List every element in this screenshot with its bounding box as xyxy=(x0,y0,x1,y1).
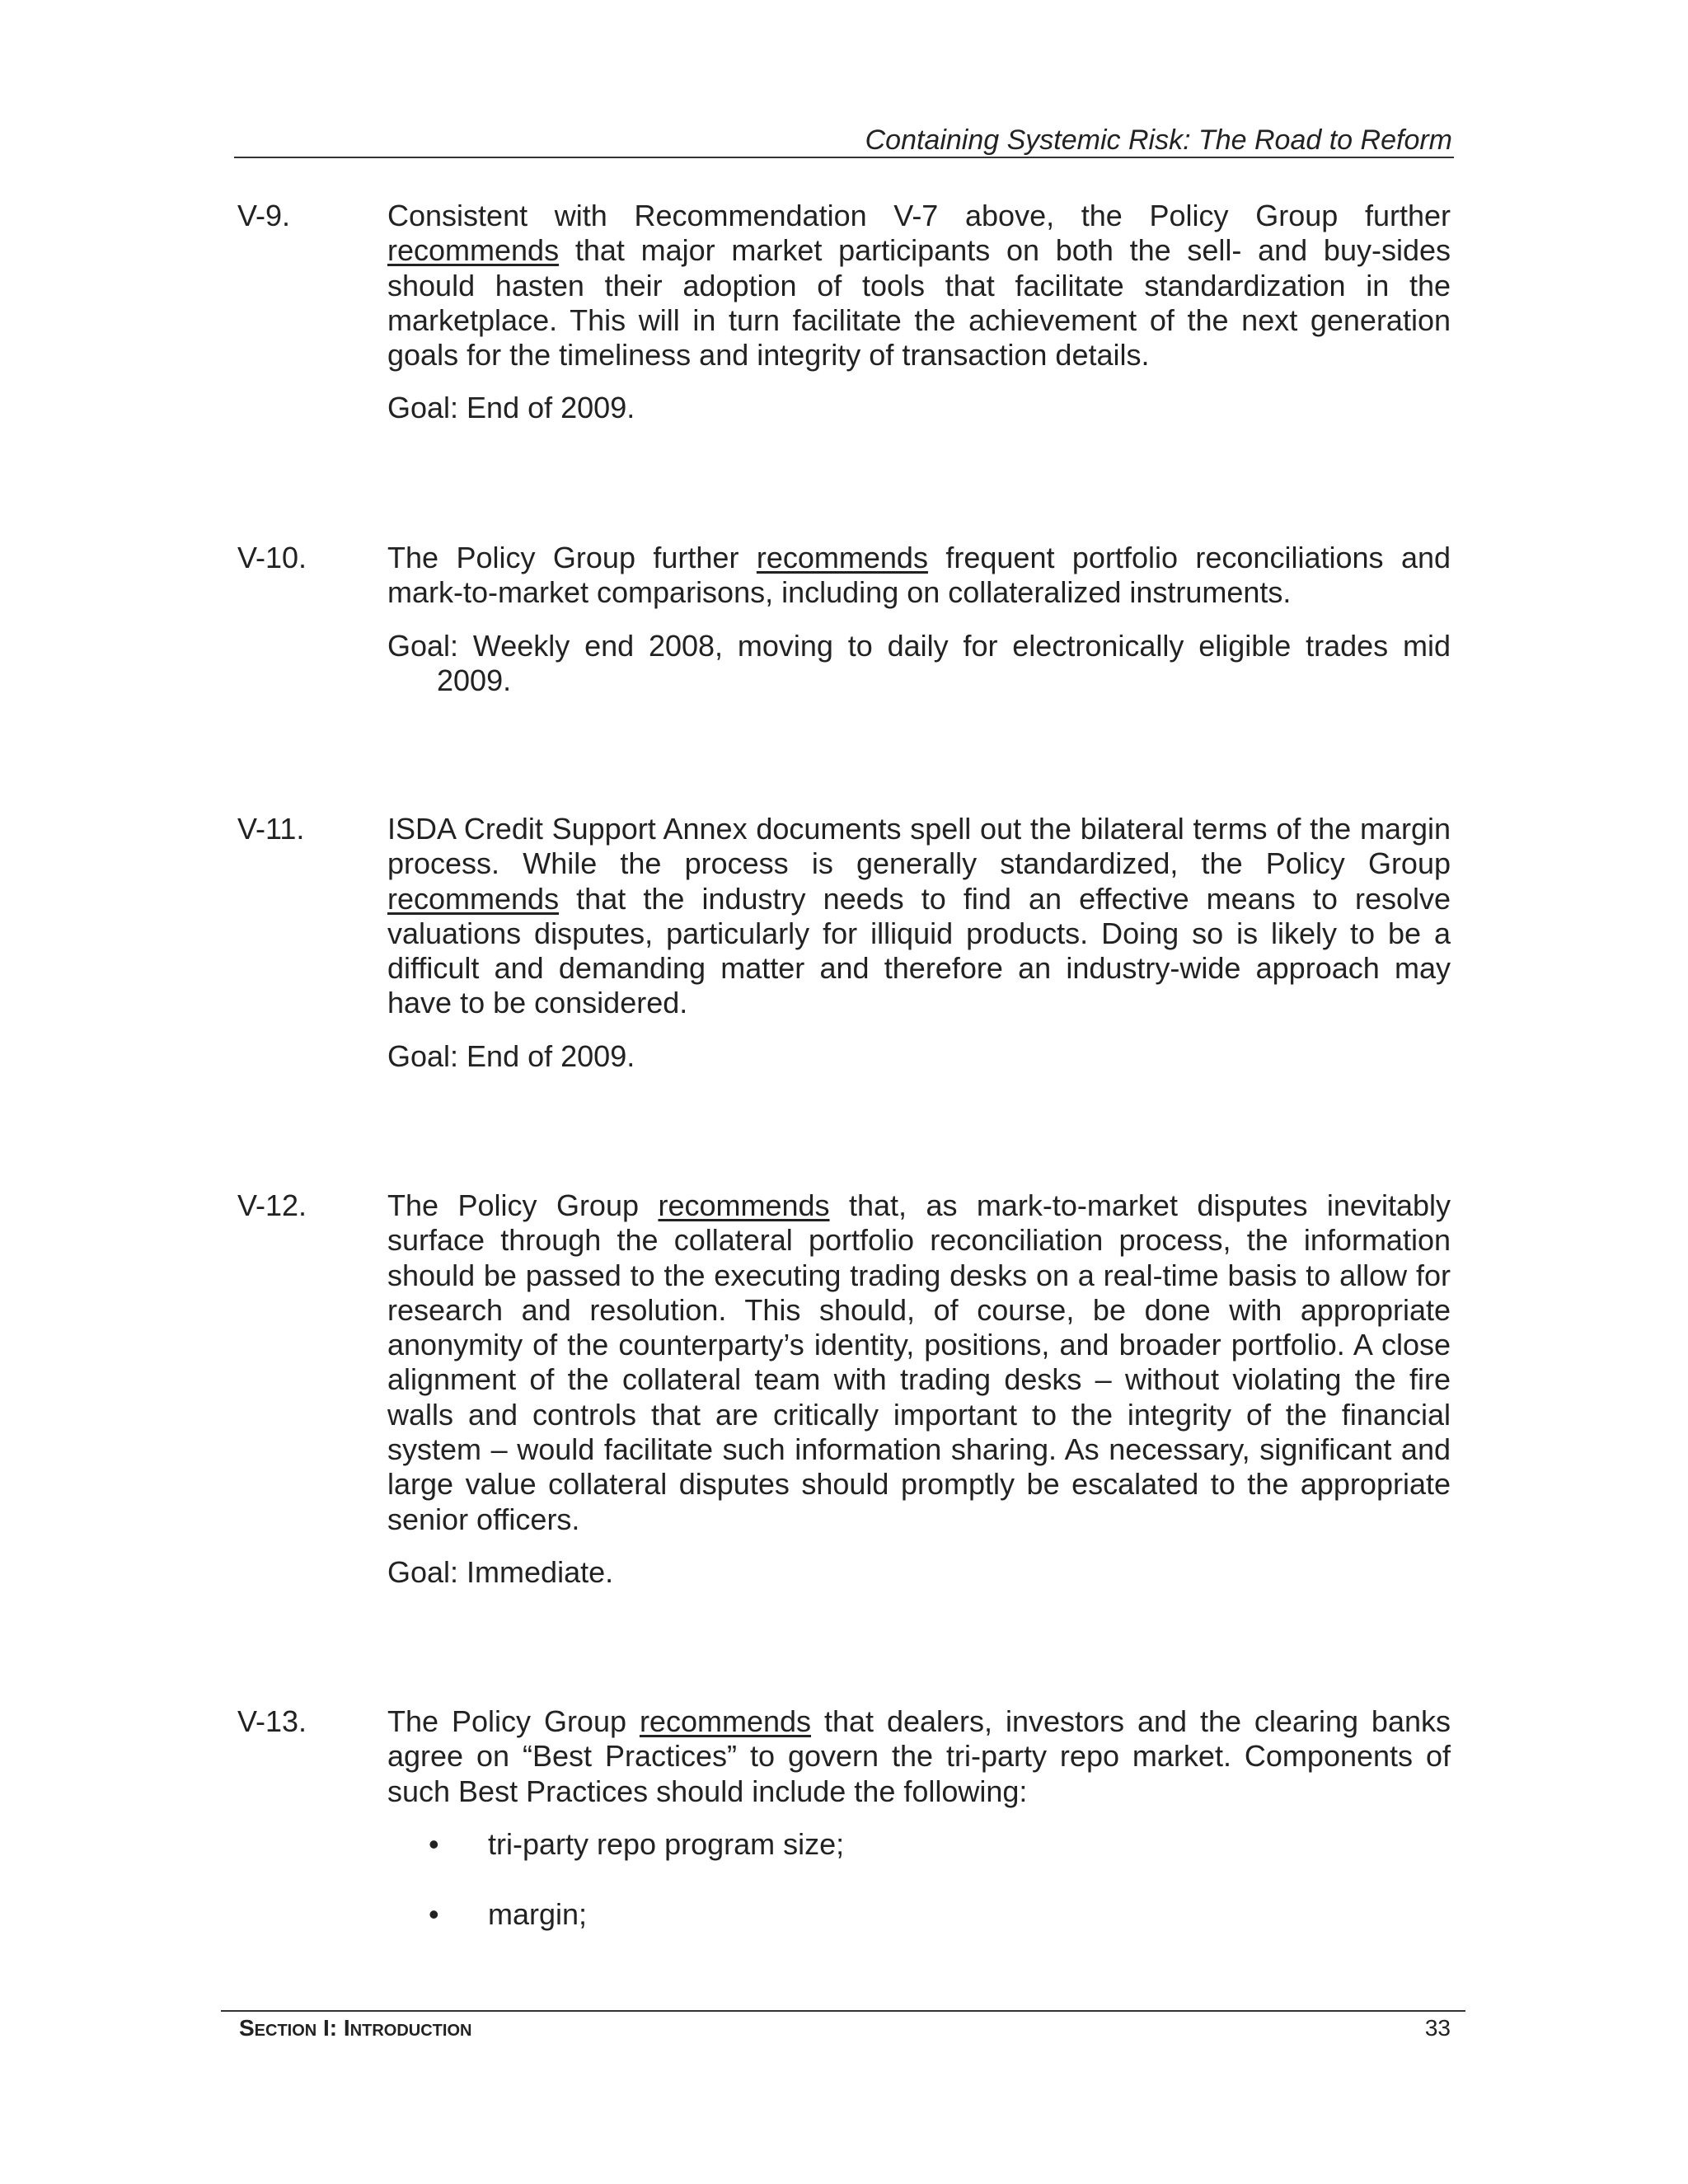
list-item-text: margin; xyxy=(488,1896,588,1931)
recommendation-number: V-11. xyxy=(237,812,305,846)
recommendation-text xyxy=(387,812,1451,1021)
recommends-keyword: recommends xyxy=(639,1704,812,1738)
recommendation-number: V-13. xyxy=(237,1704,307,1738)
text-pre: The Policy Group xyxy=(387,1188,659,1222)
recommendation-v11 xyxy=(237,812,1451,1074)
recommends-keyword: recommends xyxy=(387,233,560,268)
recommends-keyword: recommends xyxy=(658,1188,830,1222)
recommendation-number: V-12. xyxy=(237,1188,307,1222)
recommendation-body xyxy=(387,199,1451,425)
text-post: frequent portfolio reconciliations and mark-to-market comparisons, including on collateralized instruments. xyxy=(387,541,1451,610)
recommendation-text xyxy=(387,1704,1451,1809)
best-practices-list xyxy=(387,1827,1451,1932)
recommendation-text xyxy=(387,541,1451,611)
recommendation-v12 xyxy=(237,1188,1451,1590)
recommends-keyword: recommends xyxy=(756,541,928,574)
page-number: 33 xyxy=(1424,2015,1451,2041)
bullet-icon: • xyxy=(429,1896,439,1931)
text-post: that the industry needs to find an effective means to resolve valuations disputes, particularly for illiquid products. Doing so is likely to be a difficult and demanding matter and therefore an industry-wide approach may have to be considered. xyxy=(387,881,1451,1020)
recommendation-body xyxy=(387,1704,1451,1932)
text-post: that dealers, investors and the clearing banks agree on “Best Practices” to govern the tri-party repo market. Components of such Best Practices should include the following: xyxy=(387,1704,1451,1808)
recommends-keyword: recommends xyxy=(387,881,560,916)
goal-text: Goal: End of 2009. xyxy=(387,391,635,425)
list-item-text: tri-party repo program size; xyxy=(488,1826,845,1861)
text-post: that, as mark-to-market disputes inevitably surface through the collateral portfolio reconciliation process, the information should be passed to the executing trading desks on a real-time basis to allow for research and resolution. This should, of course, be done with appropriate anonymity of the counterparty’s identity, positions, and broader portfolio. A close alignment of the collateral team with trading desks – without violating the fire walls and controls that are critically important to the integrity of the financial system – would facilitate such information sharing. As necessary, significant and large value collateral disputes should promptly be escalated to the appropriate senior officers. xyxy=(387,1188,1451,1536)
goal-text: Goal: End of 2009. xyxy=(387,1038,635,1073)
recommendation-body xyxy=(387,812,1451,1074)
bullet-icon: • xyxy=(429,1826,439,1861)
recommendation-number: V-9. xyxy=(237,199,291,232)
text-pre: Consistent with Recommendation V-7 above, the Policy Group further xyxy=(387,199,1451,232)
header-rule xyxy=(234,157,1454,158)
recommendation-v9 xyxy=(237,199,1451,425)
text-post: that major market participants on both the sell- and buy-sides should hasten their adoption of tools that facilitate standardization in the marketplace. This will in turn facilitate the achievement of the next generation goals for the timeliness and integrity of transaction details. xyxy=(387,233,1451,373)
goal-text: Goal: Immediate. xyxy=(387,1554,614,1589)
recommendation-body xyxy=(387,541,1451,698)
footer-section-title: Section I: Introduction xyxy=(239,2015,472,2041)
text-pre: ISDA Credit Support Annex documents spell out the bilateral terms of the margin process. While the process is generally standardized, the Policy Group xyxy=(387,812,1451,881)
recommendation-body xyxy=(387,1188,1451,1590)
recommendation-number: V-10. xyxy=(237,541,307,574)
running-header-title: Containing Systemic Risk: The Road to Reform xyxy=(865,124,1452,156)
recommendation-text xyxy=(387,199,1451,373)
recommendation-text xyxy=(387,1188,1451,1537)
footer-rule xyxy=(221,2010,1465,2012)
text-pre: The Policy Group further xyxy=(387,541,757,574)
list-item xyxy=(387,1897,1451,1932)
goal-text: Goal: Weekly end 2008, moving to daily for electronically eligible trades mid 2009. xyxy=(387,628,1451,697)
recommendation-v13 xyxy=(237,1704,1451,1967)
text-pre: The Policy Group xyxy=(387,1704,640,1738)
list-item xyxy=(387,1827,1451,1862)
recommendation-v10 xyxy=(237,541,1451,698)
